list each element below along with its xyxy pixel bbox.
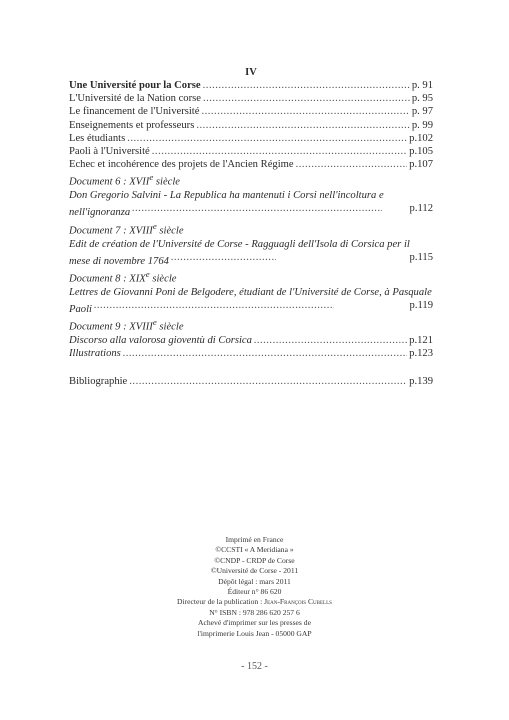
toc-entry-page: p.102 [409, 132, 433, 144]
toc-document-entry[interactable] [69, 334, 433, 347]
toc-entry-page: p.123 [409, 348, 433, 360]
toc-entry-page: p. 97 [411, 106, 433, 118]
document-label: Document 6 : XVIIe siècle [69, 172, 180, 188]
toc-entry-title: Les étudiants [69, 132, 126, 144]
colophon-line: Achevé d'imprimer sur les presses de [198, 618, 311, 628]
leader-dots [196, 119, 409, 132]
document-title: Edit de création de l'Université de Corse - Ragguagli dell'Isola di Corsica per il mese di novembre 1764 [69, 238, 410, 267]
colophon [0, 535, 509, 639]
colophon-line: Dépôt légal : mars 2011 [218, 576, 291, 586]
leader-dots [296, 158, 408, 171]
toc-entry-page: p.139 [409, 375, 433, 387]
toc-entry[interactable] [69, 79, 433, 92]
toc-entry[interactable] [69, 105, 433, 118]
leader-dots [152, 145, 407, 158]
leader-dots [127, 132, 407, 145]
toc-entry-page: p.119 [409, 300, 433, 312]
toc-entry-page: p. 91 [411, 80, 433, 91]
leader-dots [254, 334, 407, 347]
toc-entry-page: p.107 [409, 159, 433, 171]
toc-entry-page: p.105 [409, 146, 433, 158]
leader-dots [94, 299, 334, 312]
toc-entry[interactable] [69, 119, 433, 132]
leader-dots [203, 92, 410, 105]
colophon-line: ©CCSTI « A Meridiana » [215, 545, 294, 555]
toc-entry-title: Echec et incohérence des projets de l'Ancien Régime [69, 159, 294, 171]
leader-dots [201, 105, 409, 118]
toc-entry-illustrations[interactable] [69, 347, 433, 360]
colophon-line: Éditeur n° 86 620 [227, 587, 282, 597]
toc-entry-title: Illustrations [69, 348, 121, 360]
document-title: Lettres de Giovanni Poni de Belgodere, étudiant de l'Université de Corse, à Pasquale Paoli [69, 286, 432, 316]
document-title: Discorso alla valorosa gioventù di Corsica [69, 335, 252, 347]
toc-entry-title: Une Université pour la Corse [69, 80, 201, 91]
toc-entry[interactable] [69, 158, 433, 171]
toc-entry-title: Le financement de l'Université [69, 106, 200, 118]
toc-entry[interactable] [69, 92, 433, 105]
colophon-line: l'imprimerie Louis Jean - 05000 GAP [197, 628, 312, 638]
leader-dots [123, 347, 407, 360]
table-of-contents [69, 66, 433, 388]
colophon-line: Directeur de la publication : Jean-François Cubells [177, 597, 332, 607]
toc-entry-title: Paoli à l'Université [69, 146, 150, 158]
colophon-line: N° ISBN : 978 286 620 257 6 [209, 607, 300, 617]
document-label: Document 9 : XVIIIe siècle [69, 317, 184, 333]
toc-entry-title: L'Université de la Nation corse [69, 93, 201, 105]
toc-entry-page: p.115 [409, 251, 433, 263]
page-number: - 152 - [241, 661, 268, 672]
leader-dots [203, 79, 410, 92]
toc-entry-title: Enseignements et professeurs [69, 119, 195, 131]
colophon-line: ©Université de Corse - 2011 [210, 566, 299, 576]
document-title: Don Gregorio Salvini - La Republica ha mantenuti i Corsi nell'incoltura e nell'ignoranza [69, 190, 384, 219]
toc-entry-title: Bibliographie [69, 375, 128, 387]
toc-entry-bibliographie[interactable] [69, 375, 433, 388]
document-label: Document 7 : XVIIIe siècle [69, 220, 184, 237]
leader-dots [132, 202, 382, 215]
publisher-director-name: Jean-François Cubells [264, 597, 332, 607]
toc-entry-page: p.121 [409, 335, 433, 347]
toc-document-entry[interactable] [69, 189, 433, 220]
toc-entry-page: p. 99 [411, 119, 433, 131]
document-label: Document 8 : XIXe siècle [69, 269, 177, 285]
leader-dots [129, 375, 407, 388]
toc-entry[interactable] [69, 145, 433, 158]
toc-entry-page: p.112 [409, 203, 433, 215]
toc-entry[interactable] [69, 132, 433, 145]
toc-document-entry[interactable] [69, 238, 433, 269]
section-heading: IV [245, 67, 257, 78]
colophon-line: ©CNDP - CRDP de Corse [214, 555, 295, 565]
toc-document-entry[interactable] [69, 286, 433, 317]
leader-dots [171, 251, 276, 264]
colophon-line: Imprimé en France [225, 535, 284, 544]
toc-entry-page: p. 95 [411, 93, 433, 105]
